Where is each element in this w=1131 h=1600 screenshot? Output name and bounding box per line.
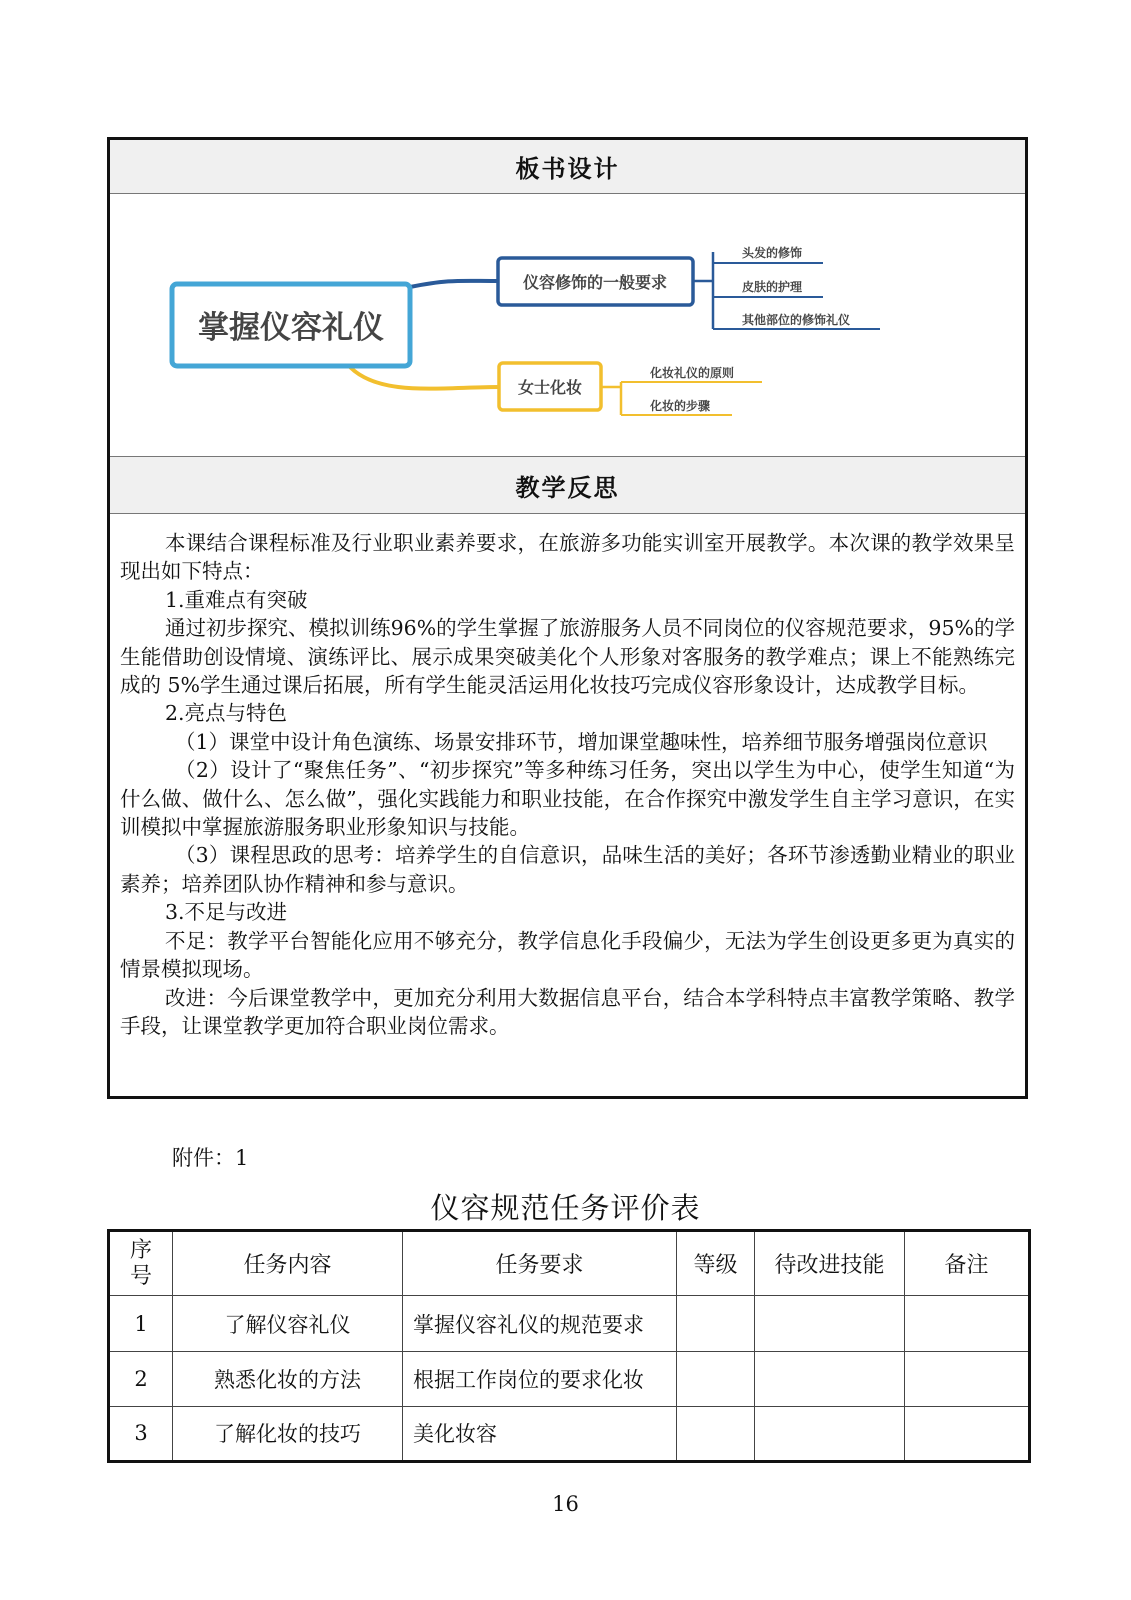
leaf-skin-care: 皮肤的护理 (742, 280, 803, 294)
header-sequence: 序 号 (109, 1231, 173, 1296)
cell-skills-to-improve[interactable] (755, 1406, 905, 1461)
leaf-makeup-steps: 化妆的步骤 (650, 399, 711, 413)
cell-task-content: 了解仪容礼仪 (173, 1296, 403, 1351)
header-grade: 等级 (677, 1231, 755, 1296)
header-remarks: 备注 (905, 1231, 1030, 1296)
reflection-subheading: 3.不足与改进 (165, 900, 288, 925)
reflection-paragraph: 不足：教学平台智能化应用不够充分，教学信息化手段偏少，无法为学生创设更多更为真实的情景模拟现场。 (120, 928, 1015, 982)
cell-sequence: 2 (109, 1351, 173, 1406)
table-row (109, 1406, 1030, 1461)
reflection-paragraph: （2）设计了“聚焦任务”、“初步探究”等多种练习任务，突出以学生为中心，使学生知道“为什么做、做什么、怎么做”，强化实践能力和职业技能，在合作探究中激发学生自主学习意识，在实训模拟中掌握旅游服务职业形象知识与技能。 (120, 758, 1015, 840)
page-number: 16 (552, 1492, 579, 1516)
reflection-paragraph: （3）课程思政的思考：培养学生的自信意识，品味生活的美好；各环节渗透勤业精业的职业素养；培养团队协作精神和参与意识。 (120, 843, 1015, 896)
connector-branch-1 (410, 281, 500, 287)
board-design-heading: 板书设计 (110, 140, 1025, 193)
branch-node-2-label: 女士化妆 (517, 378, 583, 397)
cell-task-requirement: 美化妆容 (403, 1406, 677, 1461)
cell-task-requirement: 根据工作岗位的要求化妆 (403, 1351, 677, 1406)
evaluation-table (107, 1229, 1031, 1463)
reflection-subheading: 2.亮点与特色 (165, 701, 288, 726)
cell-remarks[interactable] (905, 1351, 1030, 1406)
attachment-label: 附件：1 (172, 1146, 249, 1170)
cell-skills-to-improve[interactable] (755, 1296, 905, 1351)
table-header-row (109, 1231, 1030, 1296)
reflection-paragraph: 本课结合课程标准及行业职业素养要求，在旅游多功能实训室开展教学。本次课的教学效果呈现出如下特点： (120, 531, 1015, 584)
table-row (109, 1351, 1030, 1406)
cell-task-content: 熟悉化妆的方法 (173, 1351, 403, 1406)
leaf-makeup-principles: 化妆礼仪的原则 (650, 366, 735, 380)
root-node-label: 掌握仪容礼仪 (198, 310, 384, 346)
divider (110, 513, 1025, 514)
divider (110, 193, 1025, 194)
reflection-paragraph: （1）课堂中设计角色演练、场景安排环节，增加课堂趣味性，培养细节服务增强岗位意识 (175, 729, 988, 754)
branch-2-bracket (601, 382, 621, 415)
connector-branch-2 (350, 367, 500, 389)
reflection-paragraph: 改进：今后课堂教学中，更加充分利用大数据信息平台，结合本学科特点丰富教学策略、教学手段，让课堂教学更加符合职业岗位需求。 (120, 985, 1015, 1038)
evaluation-table-title: 仪容规范任务评价表 (430, 1191, 701, 1225)
cell-sequence: 3 (109, 1406, 173, 1461)
reflection-body (120, 529, 1015, 1040)
cell-remarks[interactable] (905, 1296, 1030, 1351)
lesson-frame (107, 137, 1028, 1099)
reflection-subheading: 1.重难点有突破 (165, 587, 308, 612)
table-row (109, 1296, 1030, 1351)
header-task-requirement: 任务要求 (403, 1231, 677, 1296)
cell-task-requirement: 掌握仪容礼仪的规范要求 (403, 1296, 677, 1351)
cell-grade[interactable] (677, 1296, 755, 1351)
cell-grade[interactable] (677, 1406, 755, 1461)
cell-task-content: 了解化妆的技巧 (173, 1406, 403, 1461)
leaf-other-grooming: 其他部位的修饰礼仪 (742, 313, 851, 327)
cell-remarks[interactable] (905, 1406, 1030, 1461)
reflection-heading: 教学反思 (110, 457, 1025, 513)
leaf-hair-care: 头发的修饰 (742, 246, 803, 260)
cell-sequence: 1 (109, 1296, 173, 1351)
header-task-content: 任务内容 (173, 1231, 403, 1296)
mind-map (110, 197, 1025, 467)
reflection-paragraph: 通过初步探究、模拟训练96%的学生掌握了旅游服务人员不同岗位的仪容规范要求，95%的学生能借助创设情境、演练评比、展示成果突破美化个人形象对客服务的教学难点；课上不能熟练完成的 5%学生通过课后拓展，所有学生能灵活运用化妆技巧完成仪容形象设计，达成教学目标。 (120, 616, 1015, 698)
cell-grade[interactable] (677, 1351, 755, 1406)
branch-1-bracket (693, 252, 713, 329)
cell-skills-to-improve[interactable] (755, 1351, 905, 1406)
header-skills-to-improve: 待改进技能 (755, 1231, 905, 1296)
branch-node-1-label: 仪容修饰的一般要求 (522, 273, 668, 292)
